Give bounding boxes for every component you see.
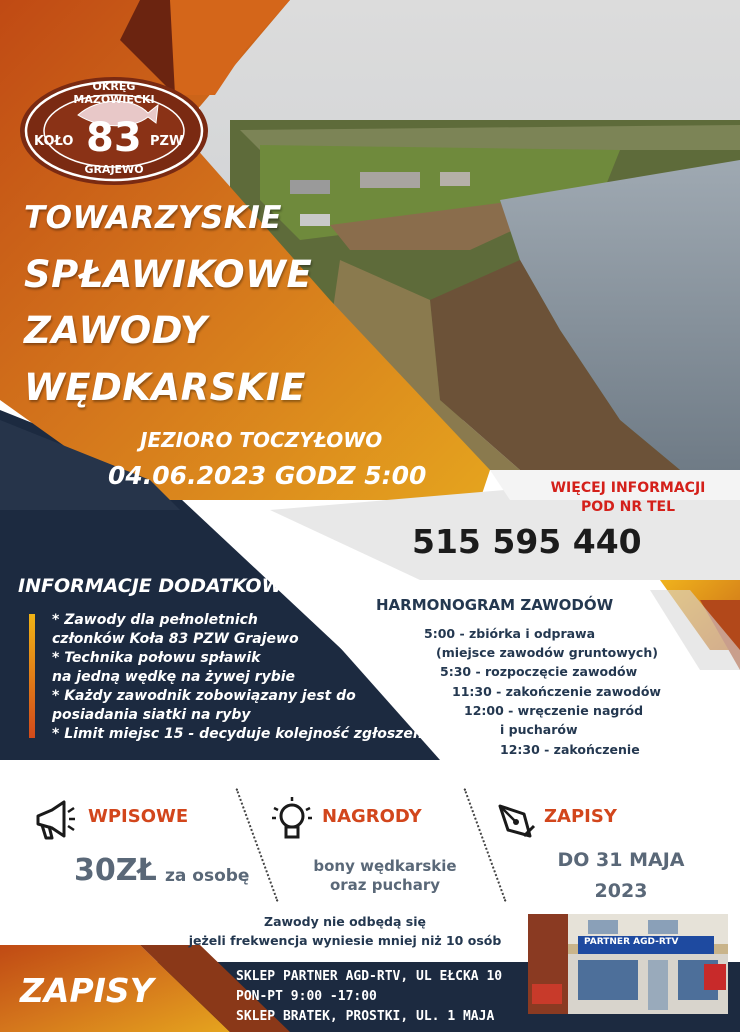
footer-shop-line: SKLEP BRATEK, PROSTKI, UL. 1 MAJA: [236, 1009, 495, 1024]
info-line: członków Koła 83 PZW Grajewo: [52, 631, 299, 647]
logo-number: 83: [86, 115, 142, 161]
prizes-line-2: oraz puchary: [329, 876, 441, 894]
schedule-line: 5:00 - zbiórka i odprawa: [424, 626, 596, 641]
info-heading: INFORMACJE DODATKOWE: [18, 575, 296, 597]
phone-number: 515 595 440: [412, 522, 642, 561]
fee-heading: WPISOWE: [88, 806, 189, 827]
title-line-3: ZAWODY: [24, 309, 208, 352]
info-line: * Każdy zawodnik zobowiązany jest do: [52, 688, 356, 704]
schedule-line: (miejsce zawodów gruntowych): [436, 645, 658, 660]
logo-top-text: OKRĘG MAZOWIECKI: [73, 80, 155, 106]
prizes-heading: NAGRODY: [322, 806, 422, 827]
schedule-heading: HARMONOGRAM ZAWODÓW: [376, 596, 614, 614]
footer-shop-line: PON-PT 9:00 -17:00: [236, 989, 377, 1004]
schedule-line: 11:30 - zakończenie zawodów: [452, 684, 661, 699]
fee-unit: za osobę: [165, 866, 250, 886]
title-line-4: WĘDKARSKIE: [24, 366, 306, 409]
title-line-1: TOWARZYSKIE: [24, 200, 282, 236]
logo-bottom-text: GRAJEWO: [84, 163, 144, 176]
logo-right-text: PZW: [150, 134, 184, 149]
info-line: * Zawody dla pełnoletnich: [52, 612, 258, 628]
lightbulb-icon: [270, 796, 314, 844]
title-line-2: SPŁAWIKOWE: [24, 253, 313, 296]
schedule-line: 12:00 - wręczenie nagród: [464, 703, 644, 718]
schedule-line: 5:30 - rozpoczęcie zawodów: [440, 664, 638, 679]
more-info-line-1: WIĘCEJ INFORMACJI: [550, 480, 706, 496]
signup-deadline-line-1: DO 31 MAJA: [557, 849, 685, 871]
info-line: na jedną wędkę na żywej rybie: [52, 669, 296, 685]
info-line: * Limit miejsc 15 - decyduje kolejność zgłoszeń: [52, 726, 423, 742]
prizes-line-1: bony wędkarskie: [313, 857, 457, 875]
footer-shop-line: SKLEP PARTNER AGD-RTV, UL EŁCKA 10: [236, 969, 503, 984]
more-info-line-2: POD NR TEL: [580, 499, 676, 515]
signup-deadline-line-2: 2023: [594, 880, 648, 902]
notice-line-2: jeżeli frekwencja wyniesie mniej niż 10 osób: [188, 933, 502, 948]
schedule-line: 12:30 - zakończenie: [500, 742, 640, 757]
logo-left-text: KOŁO: [34, 134, 74, 149]
notice-line-1: Zawody nie odbędą się: [264, 914, 426, 929]
info-line: * Technika połowu spławik: [52, 650, 261, 666]
location: JEZIORO TOCZYŁOWO: [140, 428, 383, 452]
footer-signup-label: ZAPISY: [20, 971, 154, 1010]
pen-icon: [494, 800, 536, 842]
fee-amount: 30ZŁ: [74, 853, 157, 888]
event-datetime: 04.06.2023 GODZ 5:00: [108, 461, 427, 490]
schedule-line: i pucharów: [500, 722, 578, 737]
signup-heading: ZAPISY: [544, 806, 617, 827]
info-accent-bar: [29, 614, 35, 738]
shop-sign-text: PARTNER AGD-RTV: [584, 937, 679, 947]
info-line: posiadania siatki na ryby: [52, 707, 251, 723]
shop-photo: [528, 914, 728, 1014]
megaphone-icon: [30, 798, 76, 844]
